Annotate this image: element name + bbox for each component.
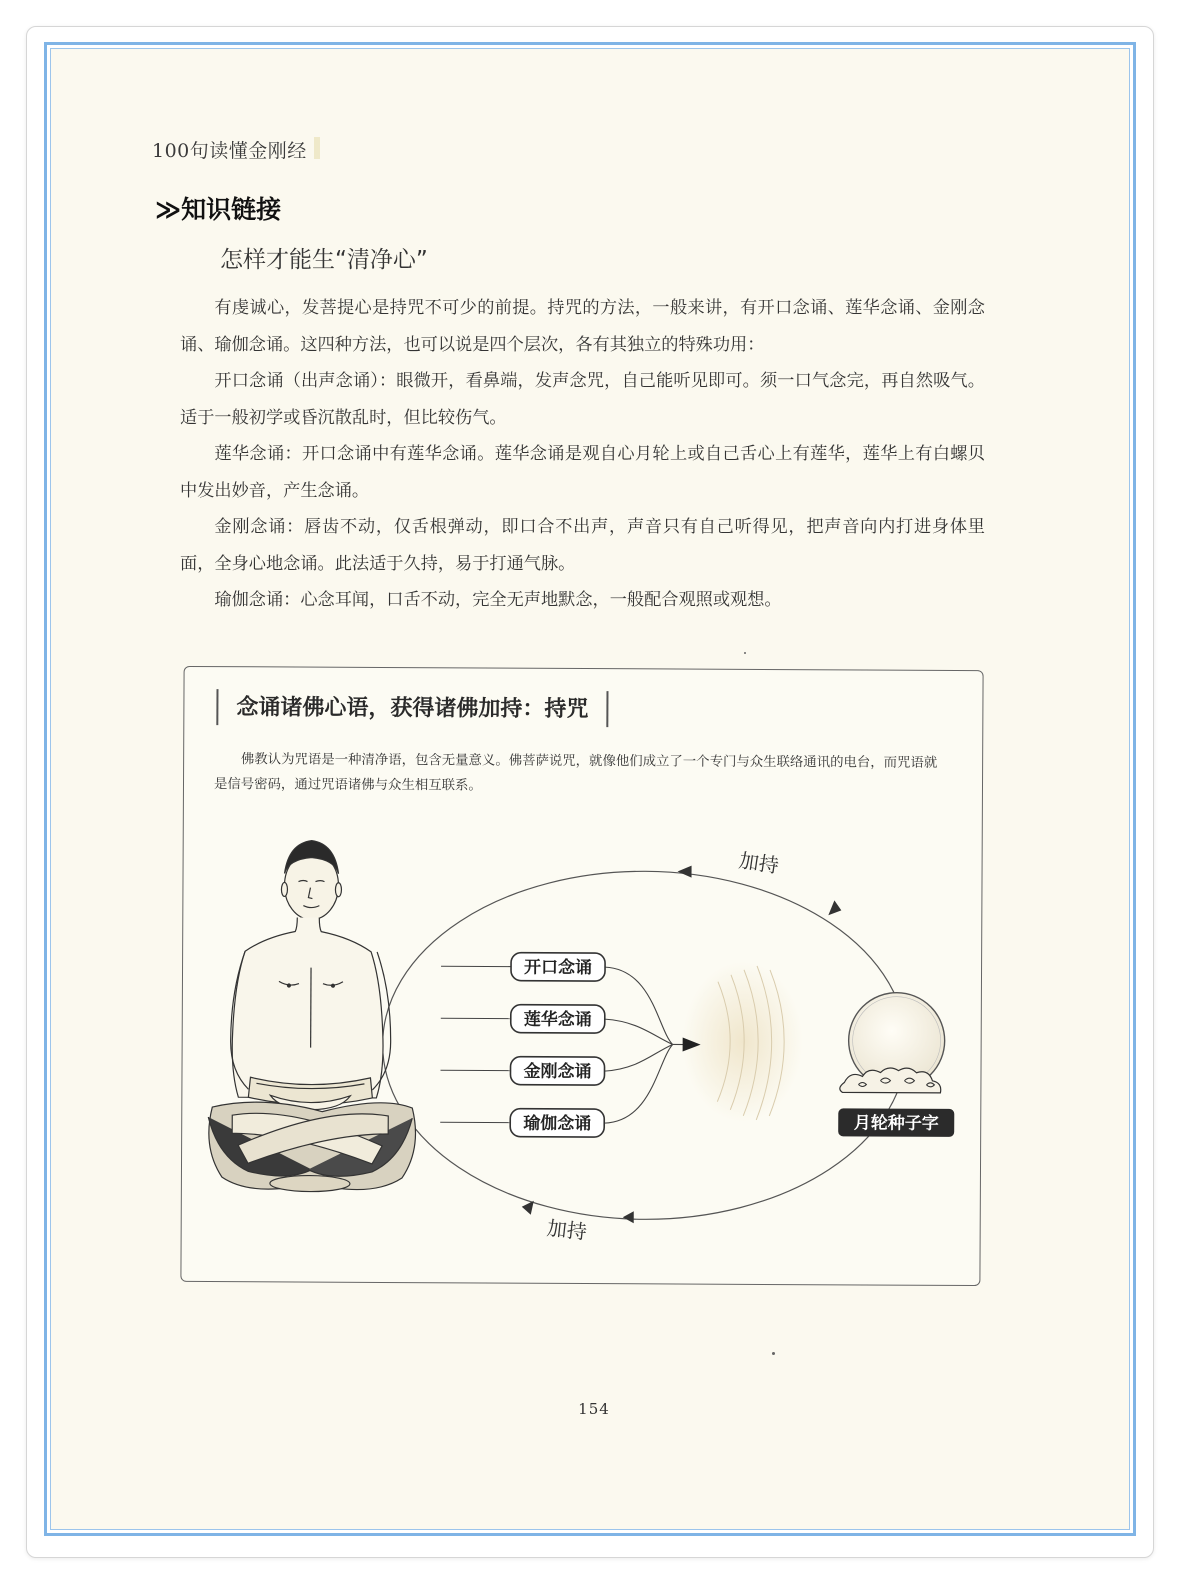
- paragraph: 开口念诵（出声念诵）：眼微开，看鼻端，发声念咒，自己能听见即可。须一口气念完，再自然吸气。适于一般初学或昏沉散乱时，但比较伤气。: [180, 371, 985, 428]
- method-connectors: [440, 966, 688, 1123]
- method-label-boxes: [510, 953, 605, 1137]
- figure-diagram: [181, 667, 984, 1287]
- scan-speck: [744, 652, 746, 654]
- subtitle: 怎样才能生“清净心”: [220, 247, 428, 273]
- paragraph: 瑜伽念诵：心念耳闻，口舌不动，完全无声地默念，一般配合观照或观想。: [214, 590, 782, 610]
- running-head-decoration: [314, 137, 320, 159]
- paragraph: 有虔诚心，发菩提心是持咒不可少的前提。持咒的方法，一般来讲，有开口念诵、莲华念诵、金刚念诵、瑜伽念诵。这四种方法，也可以说是四个层次，各有其独立的特殊功用：: [180, 298, 985, 355]
- paragraph: 金刚念诵：唇齿不动，仅舌根弹动，即口合不出声，声音只有自己听得见，把声音向内打进身体里面，全身心地念诵。此法适于久持，易于打通气脉。: [180, 517, 985, 574]
- moon-disc-icon: [840, 992, 945, 1093]
- section-label: ≫知识链接: [155, 195, 282, 224]
- illustration-figure: [180, 666, 983, 1286]
- orbit-arrow-bottom-left: [522, 1201, 534, 1215]
- paragraph: 莲华念诵：开口念诵中有莲华念诵。莲华念诵是观自心月轮上或自己舌心上有莲华，莲华上有白螺贝中发出妙音，产生念诵。: [180, 444, 985, 501]
- moon-label: 月轮种子字: [853, 1113, 939, 1134]
- figure-title: 念诵诸佛心语，获得诸佛加持：持咒: [216, 689, 608, 727]
- body-text: [180, 290, 985, 619]
- orbit-arrow-top-right: [828, 900, 841, 915]
- blessing-label-top: 加持: [737, 848, 781, 878]
- orbit-arrow-top: [678, 865, 692, 877]
- page-number: 154: [578, 1400, 610, 1418]
- method-label-lianhua: 莲华念诵: [523, 1009, 592, 1031]
- scan-speck: [772, 1352, 775, 1355]
- blessing-orbit: [382, 870, 908, 1221]
- orbit-arrow-bottom: [623, 1211, 634, 1223]
- sound-wave-glow: [682, 962, 803, 1123]
- running-head: 100句读懂金刚经: [152, 140, 307, 162]
- figure-caption-text: 佛教认为咒语是一种清净语，包含无量意义。佛菩萨说咒，就像他们成立了一个专门与众生联络通讯的电台，而咒语就是信号密码，通过咒语诸佛与众生相互联系。: [213, 752, 938, 794]
- blessing-label-bottom: 加持: [545, 1215, 589, 1245]
- method-label-kaikou: 开口念诵: [523, 957, 593, 979]
- method-label-jingang: 金刚念诵: [523, 1061, 592, 1083]
- method-label-yujia: 瑜伽念诵: [523, 1113, 592, 1135]
